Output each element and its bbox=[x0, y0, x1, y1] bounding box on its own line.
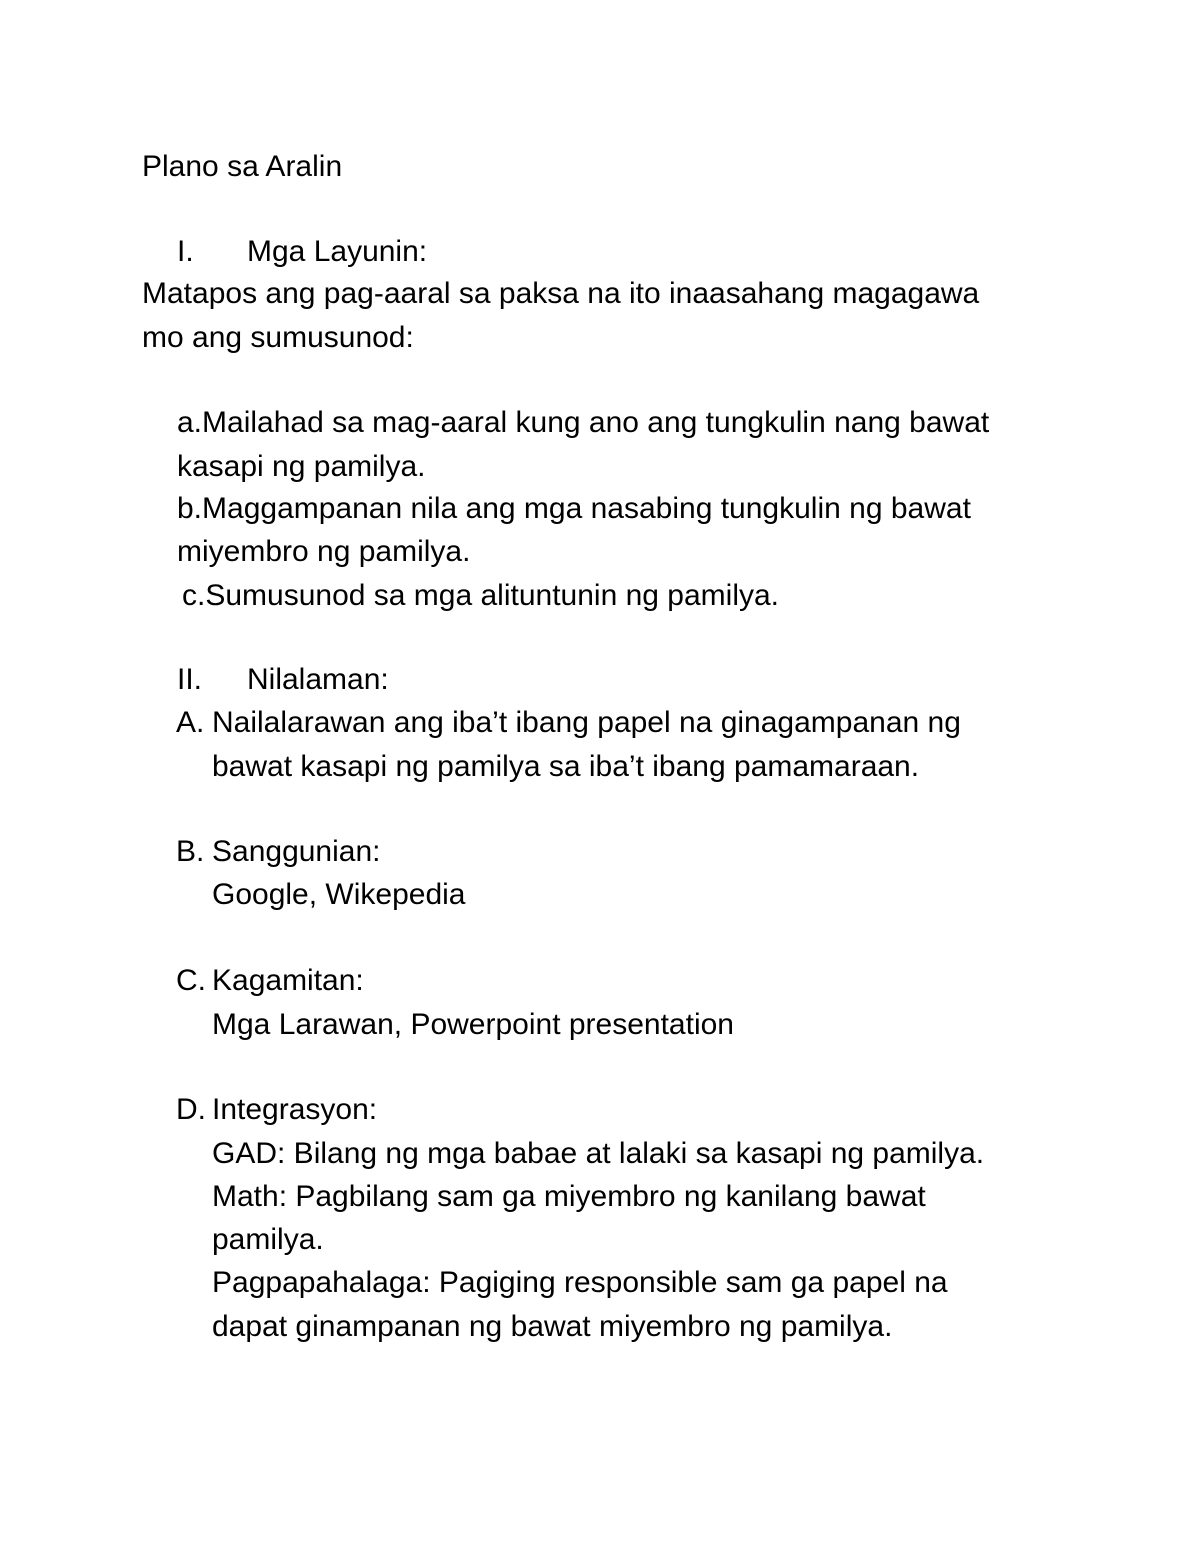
item-d-line: dapat ginampanan ng bawat miyembro ng pamilya. bbox=[212, 1310, 893, 1343]
item-a-line: bawat kasapi ng pamilya sa iba’t ibang pamamaraan. bbox=[212, 750, 920, 783]
item-c-line: Mga Larawan, Powerpoint presentation bbox=[212, 1008, 734, 1041]
objective-a-line: kasapi ng pamilya. bbox=[177, 450, 426, 483]
item-d-heading: Integrasyon: bbox=[212, 1093, 378, 1126]
section-heading-nilalaman: Nilalaman: bbox=[247, 663, 389, 696]
document-title: Plano sa Aralin bbox=[142, 150, 343, 183]
item-label-b: B. bbox=[176, 835, 205, 868]
objective-c-line: c.Sumusunod sa mga alituntunin ng pamilya. bbox=[182, 579, 780, 612]
item-d-line: GAD: Bilang ng mga babae at lalaki sa kasapi ng pamilya. bbox=[212, 1137, 985, 1170]
item-b-line: Google, Wikepedia bbox=[212, 878, 466, 911]
item-b-heading: Sanggunian: bbox=[212, 835, 381, 868]
section-heading-layunin: Mga Layunin: bbox=[247, 235, 428, 268]
objective-a-line: a.Mailahad sa mag-aaral kung ano ang tungkulin nang bawat bbox=[177, 406, 990, 439]
item-d-line: Math: Pagbilang sam ga miyembro ng kanilang bawat bbox=[212, 1180, 926, 1213]
objective-b-line: b.Maggampanan nila ang mga nasabing tungkulin ng bawat bbox=[177, 492, 971, 525]
item-a-line: Nailalarawan ang iba’t ibang papel na ginagampanan ng bbox=[212, 706, 961, 739]
item-label-c: C. bbox=[176, 964, 206, 997]
section-number-2: II. bbox=[177, 663, 203, 696]
section-number-1: I. bbox=[177, 235, 194, 268]
item-label-d: D. bbox=[176, 1093, 206, 1126]
intro-text-line: mo ang sumusunod: bbox=[142, 321, 414, 354]
item-label-a: A. bbox=[176, 706, 205, 739]
objective-b-line: miyembro ng pamilya. bbox=[177, 535, 471, 568]
item-c-heading: Kagamitan: bbox=[212, 964, 364, 997]
item-d-line: pamilya. bbox=[212, 1223, 324, 1256]
item-d-line: Pagpapahalaga: Pagiging responsible sam ga papel na bbox=[212, 1266, 948, 1299]
intro-text-line: Matapos ang pag-aaral sa paksa na ito inaasahang magagawa bbox=[142, 277, 980, 310]
